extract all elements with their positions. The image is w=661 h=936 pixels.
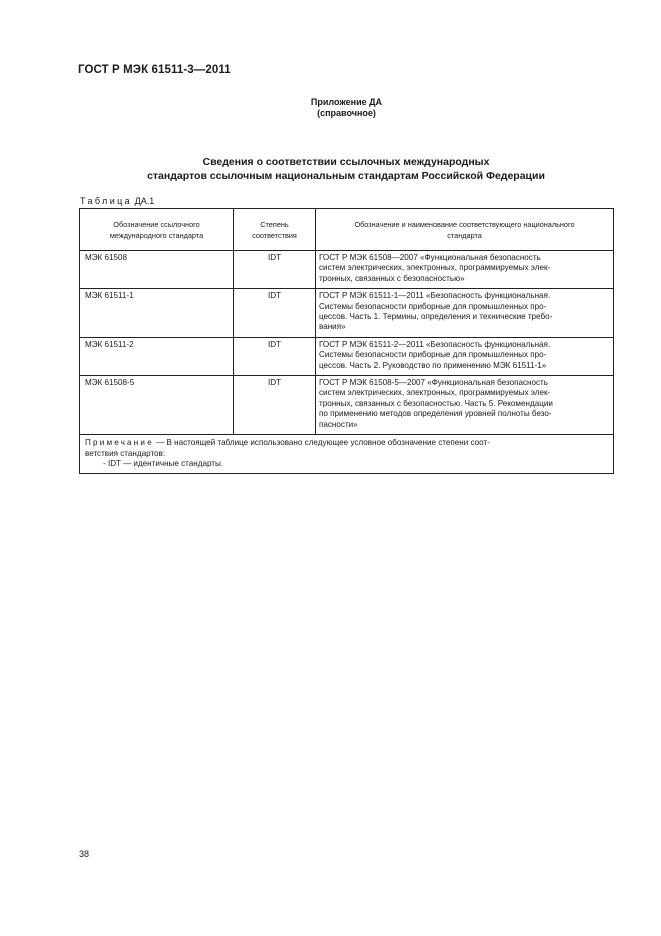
national-standard-line: Системы безопасности приборные для промышленных про- bbox=[319, 301, 547, 311]
header-col1-line-1: Обозначение ссылочного bbox=[113, 219, 200, 229]
table-caption bbox=[80, 196, 154, 206]
national-standard-line: систем электрических, электронных, программируемых элек- bbox=[319, 263, 551, 273]
national-standard-line: цессов. Часть 1. Термины, определения и технические требо- bbox=[319, 312, 553, 322]
degree-cell: IDT bbox=[234, 376, 316, 435]
national-standard-line: цессов. Часть 2. Руководство по применению МЭК 61511-1» bbox=[319, 360, 547, 370]
table-header-row bbox=[80, 209, 614, 251]
national-standard-line: систем электрических, электронных, программируемых элек- bbox=[319, 388, 551, 398]
table-row bbox=[80, 251, 614, 289]
national-standard-line: по применению методов определения уровней полноты безо- bbox=[319, 409, 552, 419]
international-standard-cell: МЭК 61508-5 bbox=[80, 376, 234, 435]
national-standard-line: тронных, связанных с безопасностью. Часть 5. Рекомендации bbox=[319, 398, 553, 408]
standards-table bbox=[79, 208, 614, 474]
table-row bbox=[80, 289, 614, 338]
appendix-heading bbox=[0, 97, 661, 119]
international-standard-cell: МЭК 61511-1 bbox=[80, 289, 234, 338]
header-national-standard bbox=[316, 209, 614, 251]
national-standard-line: вания» bbox=[319, 322, 346, 332]
table-row bbox=[80, 376, 614, 435]
national-standard-cell bbox=[316, 376, 614, 435]
header-degree-of-conformity bbox=[234, 209, 316, 251]
note-label: Примечание bbox=[85, 438, 154, 448]
table-note-row bbox=[80, 435, 614, 474]
degree-cell: IDT bbox=[234, 289, 316, 338]
document-header: ГОСТ Р МЭК 61511-3—2011 bbox=[78, 64, 231, 76]
header-col1-line-2: международного стандарта bbox=[109, 230, 204, 240]
header-col2-line-2: соответствия bbox=[252, 230, 297, 240]
national-standard-line: ГОСТ Р МЭК 61508—2007 «Функциональная безопасность bbox=[319, 253, 541, 262]
section-title-line-1: Сведения о соответствии ссылочных международных bbox=[202, 156, 490, 168]
international-standard-cell: МЭК 61511-2 bbox=[80, 337, 234, 375]
national-standard-line: Системы безопасности приборные для промышленных про- bbox=[319, 350, 547, 360]
section-title-line-2: стандартов ссылочным национальным стандартам Российской Федерации bbox=[147, 170, 545, 182]
table-caption-id: ДА.1 bbox=[134, 196, 155, 206]
note-line-2: ветствия стандартов: bbox=[85, 448, 166, 458]
appendix-subtitle: (справочное) bbox=[317, 108, 376, 118]
table-note bbox=[80, 435, 614, 474]
national-standard-line: пасности» bbox=[319, 419, 358, 429]
national-standard-line: ГОСТ Р МЭК 61511-1—2011 «Безопасность функциональная. bbox=[319, 291, 551, 301]
degree-cell: IDT bbox=[234, 337, 316, 375]
national-standard-cell bbox=[316, 251, 614, 289]
degree-cell: IDT bbox=[234, 251, 316, 289]
header-col3-line-1: Обозначение и наименование соответствующего национального bbox=[354, 219, 575, 229]
appendix-title: Приложение ДА bbox=[310, 97, 383, 107]
table-caption-word: Таблица bbox=[80, 196, 133, 206]
note-text: — В настоящей таблице использовано следующее условное обозначение степени соот- bbox=[153, 438, 490, 448]
header-international-standard bbox=[80, 209, 234, 251]
header-col3-line-2: стандарта bbox=[447, 230, 482, 240]
table-row bbox=[80, 337, 614, 375]
section-title bbox=[78, 155, 614, 183]
national-standard-line: ГОСТ Р МЭК 61511-2—2011 «Безопасность функциональная. bbox=[319, 339, 551, 349]
header-col2-line-1: Степень bbox=[260, 219, 289, 229]
national-standard-cell bbox=[316, 289, 614, 338]
national-standard-cell bbox=[316, 337, 614, 375]
national-standard-line: ГОСТ Р МЭК 61508-5—2007 «Функциональная безопасность bbox=[319, 378, 548, 388]
international-standard-cell: МЭК 61508 bbox=[80, 251, 234, 289]
note-line-1 bbox=[85, 438, 607, 448]
note-line-3: - IDT — идентичные стандарты. bbox=[103, 458, 224, 468]
page-number: 38 bbox=[79, 849, 90, 859]
national-standard-line: тронных, связанных с безопасностью» bbox=[319, 273, 465, 283]
